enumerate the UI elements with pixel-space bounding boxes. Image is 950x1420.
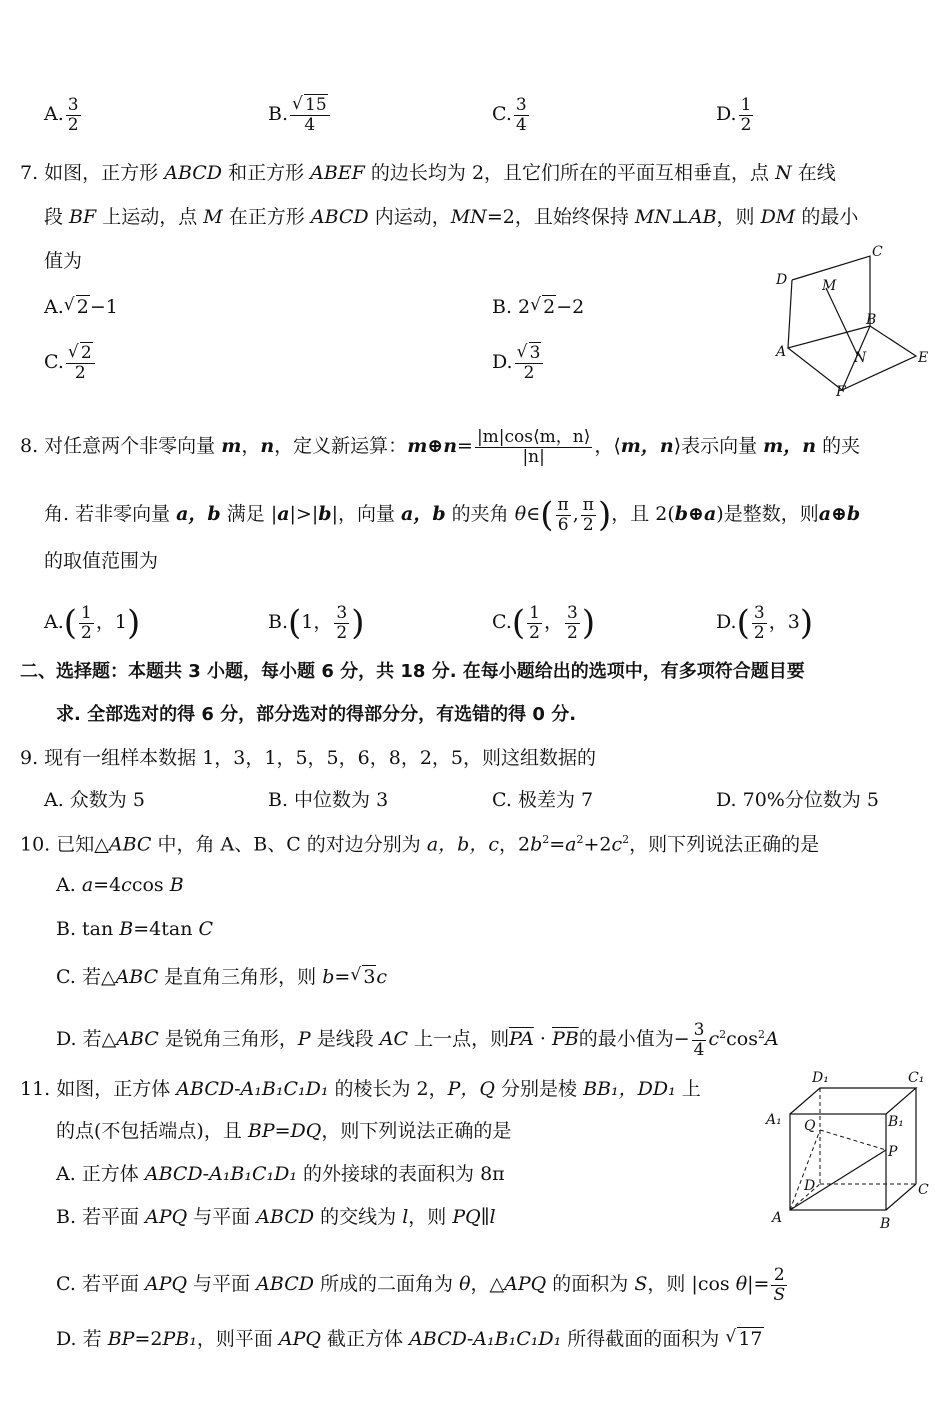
q10-option-c: C. 若△ABC 是直角三角形，则 b= √ 3c bbox=[56, 968, 387, 987]
q9-option-a: A. 众数为 5 bbox=[44, 789, 145, 811]
q6-option-d-frac bbox=[739, 96, 754, 134]
q11-label-d1: D₁ bbox=[812, 1070, 829, 1086]
q9-option-b: B. 中位数为 3 bbox=[268, 789, 389, 811]
q11-line-2: 的点(不包括端点)，且 BP=DQ，则下列说法正确的是 bbox=[56, 1120, 512, 1142]
q6-b-num bbox=[290, 96, 330, 116]
q8-option-d: D.( $\frac{3}{2}$ ，3) bbox=[716, 603, 814, 644]
q7-line-3: 值为 bbox=[44, 250, 83, 272]
q11-label-p: P bbox=[888, 1144, 898, 1160]
q6-d-den: 2 bbox=[740, 114, 752, 135]
q6-a-den: 2 bbox=[67, 114, 79, 135]
q7-label-d: D bbox=[776, 272, 788, 288]
q6-d-num: 1 bbox=[740, 95, 752, 115]
q11-seg-aq bbox=[790, 1130, 820, 1210]
q6-option-a-label: A. bbox=[44, 103, 64, 126]
q6-c-den: 4 bbox=[515, 114, 527, 135]
q7-line-2: 段 BF 上运动，点 M 在正方形 ABCD 内运动，MN=2，且始终保持 MN⊥AB，则 DM 的最小 bbox=[44, 206, 859, 228]
q10-stem: 10. 已知△ABC 中，角 A、B、C 的对边分别为 a，b，c，$2b^2=a^2+2c^2$，则下列说法正确的是 bbox=[20, 833, 820, 856]
q7-option-b: B. 2 √ 2−2 bbox=[492, 298, 584, 317]
q11-label-c: C bbox=[918, 1182, 929, 1198]
q8-line-1: 8. 对任意两个非零向量 m，n，定义新运算：m⊕n= $\frac{|m|\cos⟨m,n⟩}{|n|}$ ，⟨m，n⟩表示向量 m，n 的夹 bbox=[20, 427, 861, 467]
q8-line-3: 的取值范围为 bbox=[44, 550, 159, 572]
q6-option-a bbox=[44, 96, 83, 134]
q10-option-d: D. 若△ABC 是锐角三角形，P 是线段 AC 上一点，则$\overline{PA} \cdot \overline{PB}$的最小值为− $\frac{3}{4}$ $c^2\cos^2A$ bbox=[56, 1020, 779, 1060]
q11-top-face bbox=[790, 1088, 916, 1114]
q8-option-b: B.(1， $\frac{3}{2}$ ) bbox=[268, 603, 365, 644]
q7-figure bbox=[770, 240, 940, 400]
q6-option-d-label: D. bbox=[716, 103, 737, 126]
q11-label-b1: B₁ bbox=[888, 1114, 904, 1130]
q7-square-abef bbox=[788, 326, 916, 390]
q7-option-d: D. √ $\frac{3}{2}$ bbox=[492, 344, 545, 382]
q7-seg-mn bbox=[826, 288, 858, 356]
q6-option-c-frac bbox=[514, 96, 529, 134]
q11-option-c: C. 若平面 APQ 与平面 ABCD 所成的二面角为 θ，△APQ 的面积为 S，则 |cos θ|= $\frac{2}{S}$ bbox=[56, 1265, 786, 1305]
q7-label-f: F bbox=[836, 384, 846, 400]
q6-option-d bbox=[716, 96, 755, 134]
q11-edge-bc bbox=[886, 1184, 916, 1210]
q11-option-d: D. 若 BP=2PB₁，则平面 APQ 截正方体 ABCD-A₁B₁C₁D₁ 所得截面的面积为 √ 17 bbox=[56, 1330, 764, 1349]
q7-label-m: M bbox=[822, 278, 837, 294]
q7-label-a: A bbox=[776, 344, 787, 360]
q7-option-c: C. √ $\frac{2}{2}$ bbox=[44, 344, 97, 382]
section-2-header-line-2: 求. 全部选对的得 6 分，部分选对的得部分分，有选错的得 0 分. bbox=[56, 704, 577, 725]
q11-cube-figure bbox=[760, 1068, 940, 1236]
q11-label-b: B bbox=[880, 1216, 891, 1232]
q7-label-b: B bbox=[866, 312, 877, 328]
q6-b-den: 4 bbox=[304, 114, 316, 135]
q11-label-c1: C₁ bbox=[908, 1070, 925, 1086]
q11-label-a: A bbox=[772, 1210, 783, 1226]
q11-option-a: A. 正方体 ABCD-A₁B₁C₁D₁ 的外接球的表面积为 8π bbox=[56, 1163, 505, 1185]
q7-label-n: N bbox=[854, 350, 867, 366]
q6-option-b bbox=[268, 96, 332, 134]
q6-c-num: 3 bbox=[515, 95, 527, 115]
q7-option-a: A. √ 2−1 bbox=[44, 298, 118, 317]
q10-option-a: A. a=4ccos B bbox=[56, 874, 184, 896]
q11-label-q: Q bbox=[804, 1118, 816, 1134]
q8-option-c: C.( $\frac{1}{2}$ ， $\frac{3}{2}$ ) bbox=[492, 603, 596, 644]
q6-a-num: 3 bbox=[67, 95, 79, 115]
q6-option-c bbox=[492, 96, 531, 134]
q9-stem: 9. 现有一组样本数据 1，3，1，5，5，6，8，2，5，则这组数据的 bbox=[20, 747, 597, 769]
q11-option-b: B. 若平面 APQ 与平面 ABCD 的交线为 l，则 PQ∥l bbox=[56, 1206, 496, 1228]
q7-label-e: E bbox=[918, 350, 929, 366]
q9-option-c: C. 极差为 7 bbox=[492, 789, 594, 811]
q6-option-a-frac bbox=[66, 96, 81, 134]
q10-option-b: B. tan B=4tan C bbox=[56, 918, 214, 940]
q6-b-rad: 15 bbox=[305, 95, 327, 115]
q11-label-d: D bbox=[804, 1178, 816, 1194]
q9-option-d: D. 70%分位数为 5 bbox=[716, 789, 879, 811]
q8-line-2: 角. 若非零向量 a，b 满足 |a|>|b|，向量 a，b 的夹角 θ∈( $\frac{\pi}{6}$ , $\frac{\pi}{2}$ )，且 2(b⊕a)是整数，则a⊕b bbox=[44, 495, 861, 536]
q7-square-abcd bbox=[788, 256, 870, 348]
q7-line-1: 7. 如图，正方形 ABCD 和正方形 ABEF 的边长均为 2，且它们所在的平面互相垂直，点 N 在线 bbox=[20, 162, 836, 184]
q11-seg-qp bbox=[820, 1130, 886, 1150]
q8-option-a: A.( $\frac{1}{2}$ ，1) bbox=[44, 603, 141, 644]
q11-line-1: 11. 如图，正方体 ABCD-A₁B₁C₁D₁ 的棱长为 2，P，Q 分别是棱 BB₁，DD₁ 上 bbox=[20, 1078, 701, 1100]
q8-frac: $\frac{|m|\cos⟨m,n⟩}{|n|}$ bbox=[476, 427, 591, 467]
q11-label-a1: A₁ bbox=[766, 1112, 782, 1128]
q6-option-c-label: C. bbox=[492, 103, 512, 126]
q6-option-b-frac bbox=[290, 96, 330, 134]
q6-option-b-label: B. bbox=[268, 103, 289, 126]
section-2-header-line-1: 二、选择题：本题共 3 小题，每小题 6 分，共 18 分. 在每小题给出的选项中，有多项符合题目要 bbox=[20, 661, 805, 682]
q7-label-c: C bbox=[872, 244, 883, 260]
